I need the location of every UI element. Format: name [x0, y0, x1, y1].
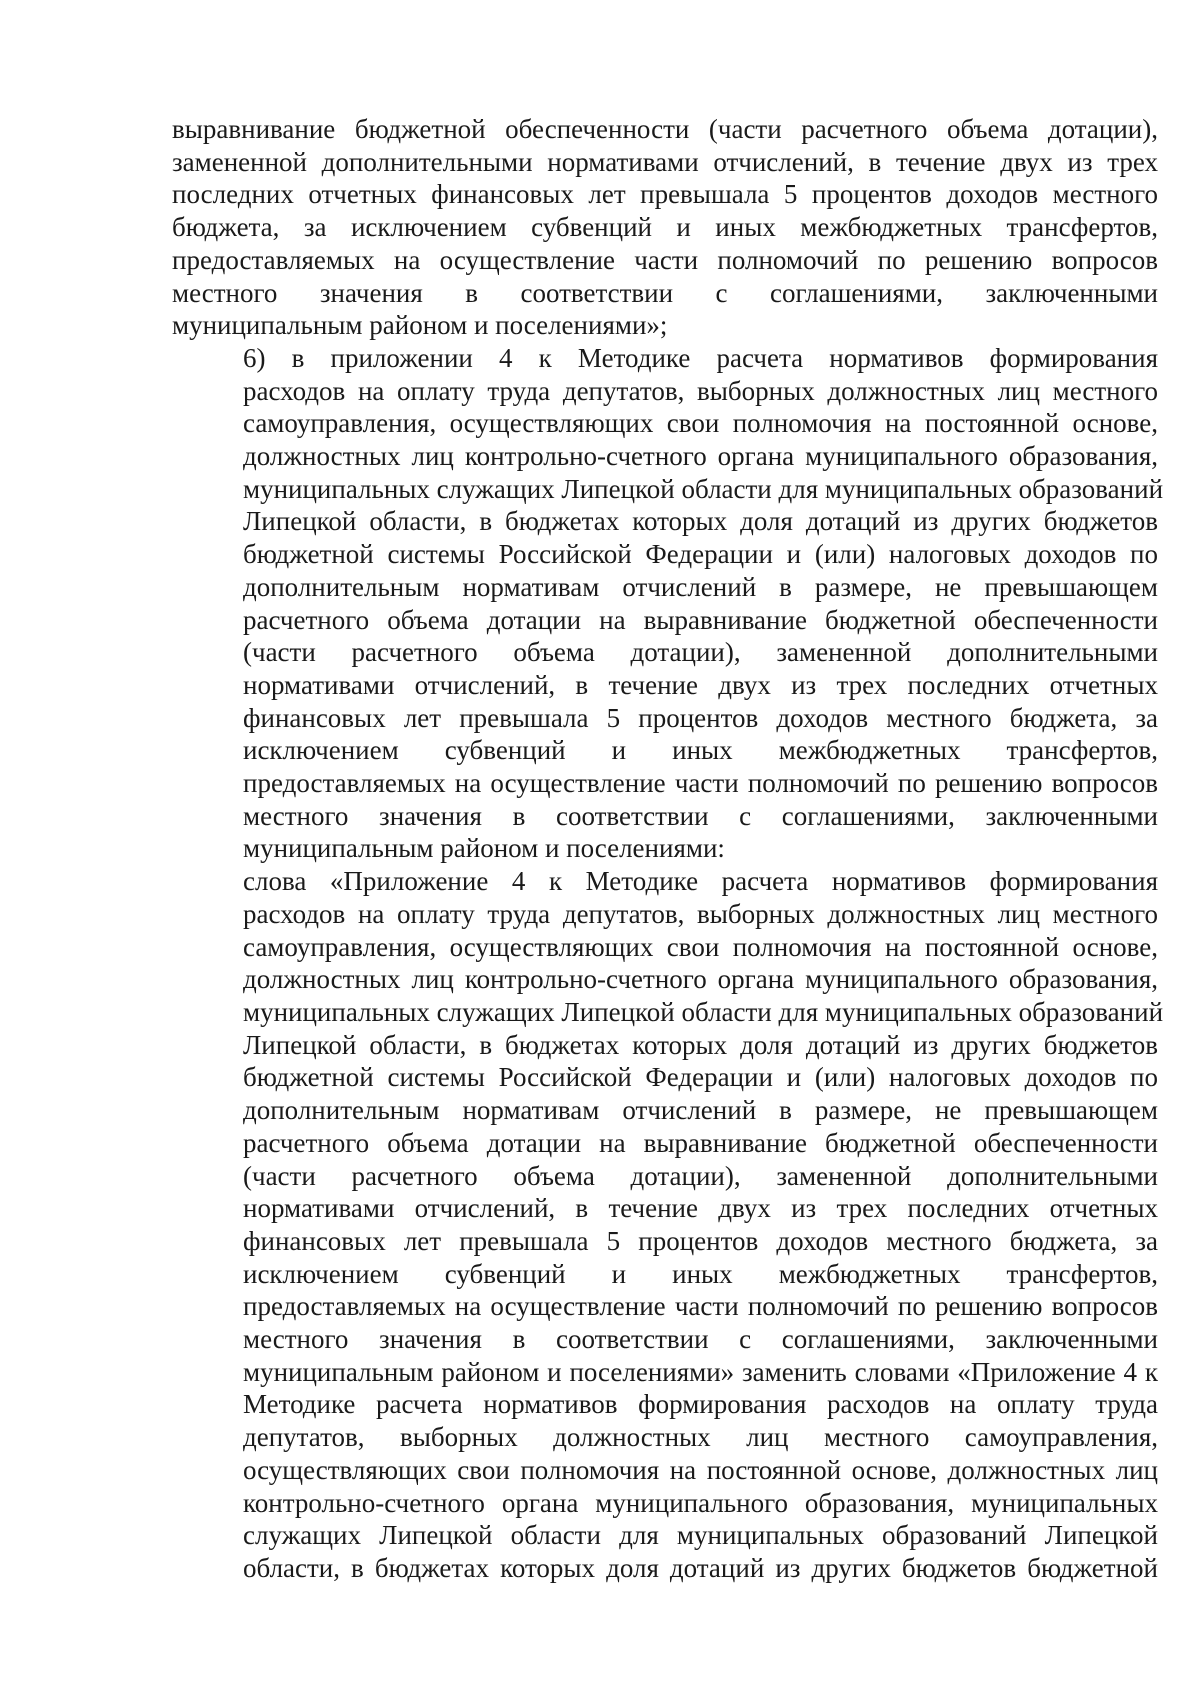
text-line: самоуправления, осуществляющих свои полномочия на постоянной основе,: [243, 931, 1158, 962]
text-line: муниципальным районом и поселениями:: [243, 833, 725, 864]
text-line: последних отчетных финансовых лет превышала 5 процентов доходов местного: [172, 179, 1158, 210]
text-line: бюджетной системы Российской Федерации и (или) налоговых доходов по: [243, 539, 1158, 570]
text-line: должностных лиц контрольно-счетного органа муниципального образования,: [243, 964, 1158, 995]
text-line: области, в бюджетах которых доля дотаций из других бюджетов бюджетной: [243, 1552, 1158, 1583]
text-line: контрольно-счетного органа муниципального образования, муниципальных: [243, 1487, 1158, 1518]
text-line: бюджета, за исключением субвенций и иных межбюджетных трансфертов,: [172, 212, 1158, 243]
text-line: нормативами отчислений, в течение двух из трех последних отчетных: [243, 1193, 1158, 1224]
text-line: предоставляемых на осуществление части полномочий по решению вопросов: [243, 1291, 1158, 1322]
document-body: [172, 113, 1164, 1585]
text-line: осуществляющих свои полномочия на постоянной основе, должностных лиц: [243, 1454, 1158, 1485]
text-line: Липецкой области, в бюджетах которых доля дотаций из других бюджетов: [243, 506, 1158, 537]
paragraph: [172, 113, 1158, 342]
text-line: слова «Приложение 4 к Методике расчета нормативов формирования: [243, 866, 1158, 897]
text-line: предоставляемых на осуществление части полномочий по решению вопросов: [243, 768, 1158, 799]
text-line: расчетного объема дотации на выравнивание бюджетной обеспеченности: [243, 604, 1158, 635]
text-line: местного значения в соответствии с соглашениями, заключенными: [172, 277, 1158, 308]
text-line: замененной дополнительными нормативами отчислений, в течение двух из трех: [172, 146, 1158, 177]
text-line: расчетного объема дотации на выравнивание бюджетной обеспеченности: [243, 1127, 1158, 1158]
text-line: муниципальных служащих Липецкой области для муниципальных образований: [243, 996, 1164, 1027]
text-line: Методике расчета нормативов формирования расходов на оплату труда: [243, 1389, 1158, 1420]
text-line: самоуправления, осуществляющих свои полномочия на постоянной основе,: [243, 408, 1158, 439]
text-line: дополнительным нормативам отчислений в размере, не превышающем: [243, 1095, 1158, 1126]
text-line: нормативами отчислений, в течение двух из трех последних отчетных: [243, 669, 1158, 700]
text-line: муниципальным районом и поселениями»;: [172, 310, 668, 341]
text-line: исключением субвенций и иных межбюджетных трансфертов,: [243, 735, 1158, 766]
text-line: выравнивание бюджетной обеспеченности (части расчетного объема дотации),: [172, 114, 1158, 144]
text-line: должностных лиц контрольно-счетного органа муниципального образования,: [243, 441, 1158, 472]
text-line: муниципальных служащих Липецкой области для муниципальных образований: [243, 473, 1164, 504]
text-line: муниципальным районом и поселениями» заменить словами «Приложение 4 к: [243, 1356, 1158, 1387]
text-line: бюджетной системы Российской Федерации и (или) налоговых доходов по: [243, 1062, 1158, 1093]
text-line: дополнительным нормативам отчислений в размере, не превышающем: [243, 571, 1158, 602]
text-line: 6) в приложении 4 к Методике расчета нормативов формирования: [243, 342, 1158, 373]
text-line: финансовых лет превышала 5 процентов доходов местного бюджета, за: [243, 1225, 1158, 1256]
text-line: финансовых лет превышала 5 процентов доходов местного бюджета, за: [243, 702, 1158, 733]
paragraph: [172, 865, 1164, 1584]
text-line: местного значения в соответствии с соглашениями, заключенными: [243, 800, 1158, 831]
text-line: служащих Липецкой области для муниципальных образований Липецкой: [243, 1520, 1158, 1551]
text-line: депутатов, выборных должностных лиц местного самоуправления,: [243, 1422, 1158, 1453]
text-line: (части расчетного объема дотации), замененной дополнительными: [243, 1160, 1158, 1191]
text-line: исключением субвенций и иных межбюджетных трансфертов,: [243, 1258, 1158, 1289]
paragraph: [172, 342, 1164, 865]
text-line: Липецкой области, в бюджетах которых доля дотаций из других бюджетов: [243, 1029, 1158, 1060]
text-line: местного значения в соответствии с соглашениями, заключенными: [243, 1324, 1158, 1355]
text-line: (части расчетного объема дотации), замененной дополнительными: [243, 637, 1158, 668]
text-line: расходов на оплату труда депутатов, выборных должностных лиц местного: [243, 898, 1158, 929]
text-line: расходов на оплату труда депутатов, выборных должностных лиц местного: [243, 375, 1158, 406]
text-line: предоставляемых на осуществление части полномочий по решению вопросов: [172, 244, 1158, 275]
